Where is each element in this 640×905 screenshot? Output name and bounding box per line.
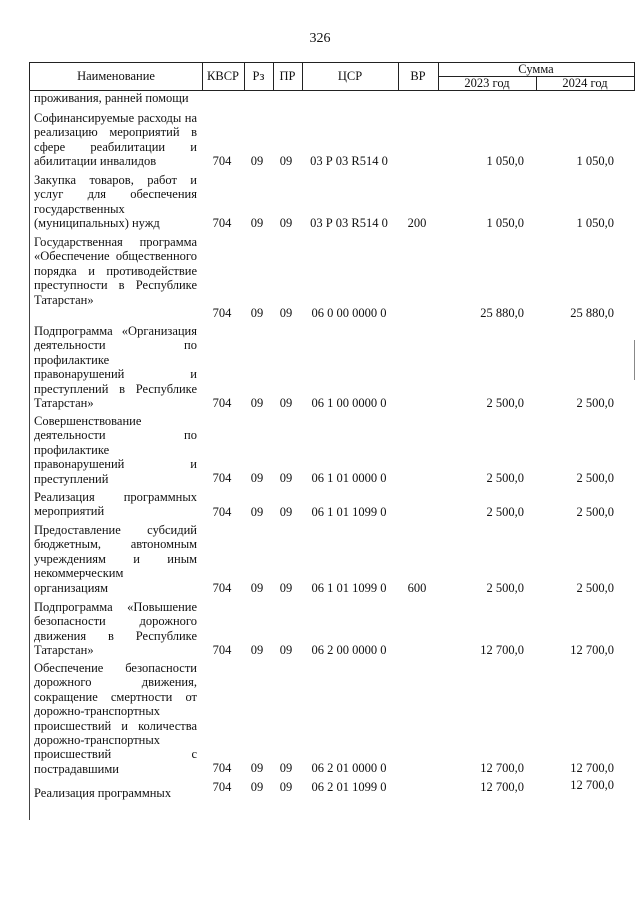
row-kvsr: 704	[212, 761, 232, 775]
header-csr: ЦСР	[337, 69, 363, 83]
row-kvsr: 704	[212, 505, 232, 519]
row-pr: 09	[279, 154, 293, 168]
row-sum-2024: 2 500,0	[576, 581, 614, 595]
table-row	[0, 91, 640, 105]
row-sum-2024: 2 500,0	[576, 396, 614, 410]
row-kvsr: 704	[212, 780, 232, 794]
row-sum-2024: 1 050,0	[576, 154, 614, 168]
row-kvsr: 704	[212, 643, 232, 657]
header-year-2024: 2024 год	[562, 75, 608, 90]
row-rz: 09	[250, 154, 264, 168]
row-name: Подпрограмма «Повышение безопасности дорожного движения в Республике Татарстан»	[34, 600, 197, 658]
header-kvsr: КВСР	[207, 69, 239, 83]
row-csr: 06 1 01 0000 0	[311, 471, 387, 485]
row-rz: 09	[250, 643, 264, 657]
row-rz: 09	[250, 306, 264, 320]
row-pr: 09	[279, 306, 293, 320]
row-name: Обеспечение безопасности дорожного движения, сокращение смертности от дорожно-транспортных происшествий и количества дорожно-транспортных происшествий с пострадавшими	[34, 661, 197, 776]
row-sum-2024: 1 050,0	[576, 216, 614, 230]
table-row	[0, 600, 640, 657]
table-header	[29, 62, 635, 91]
header-vr: ВР	[410, 69, 426, 83]
row-pr: 09	[279, 643, 293, 657]
row-csr: 06 1 01 1099 0	[311, 505, 387, 519]
header-year-2023: 2023 год	[464, 75, 510, 90]
row-rz: 09	[250, 581, 264, 595]
row-name: Закупка товаров, работ и услуг для обеспечения государственных (муниципальных) нужд	[34, 173, 197, 231]
row-sum-2023: 12 700,0	[480, 761, 524, 775]
header-sum: Сумма	[518, 62, 554, 76]
row-sum-2024: 12 700,0	[570, 643, 614, 657]
row-sum-2023: 1 050,0	[486, 154, 524, 168]
row-sum-2023: 25 880,0	[480, 306, 524, 320]
row-sum-2023: 1 050,0	[486, 216, 524, 230]
row-rz: 09	[250, 505, 264, 519]
row-pr: 09	[279, 780, 293, 794]
header-name: Наименование	[77, 69, 155, 83]
row-sum-2023: 2 500,0	[486, 471, 524, 485]
row-rz: 09	[250, 761, 264, 775]
row-pr: 09	[279, 581, 293, 595]
row-rz: 09	[250, 471, 264, 485]
row-sum-2023: 2 500,0	[486, 396, 524, 410]
row-rz: 09	[250, 396, 264, 410]
row-sum-2024: 2 500,0	[576, 505, 614, 519]
page-number: 326	[309, 31, 331, 46]
row-csr: 06 2 00 0000 0	[311, 643, 387, 657]
row-name: Софинансируемые расходы на реализацию мероприятий в сфере реабилитации и абилитации инвалидов	[34, 111, 197, 169]
row-sum-2024: 25 880,0	[570, 306, 614, 320]
table-row	[0, 414, 640, 485]
table-row	[0, 235, 640, 320]
row-kvsr: 704	[212, 396, 232, 410]
row-pr: 09	[279, 505, 293, 519]
row-name: Государственная программа «Обеспечение общественного порядка и противодействие преступности в Республике Татарстан»	[34, 235, 197, 307]
table-row	[0, 173, 640, 230]
row-sum-2024: 12 700,0	[570, 778, 614, 792]
row-csr: 03 Р 03 R514 0	[310, 216, 388, 230]
row-pr: 09	[279, 396, 293, 410]
row-csr: 03 Р 03 R514 0	[310, 154, 388, 168]
header-rz: Рз	[252, 69, 265, 83]
row-rz: 09	[250, 216, 264, 230]
row-vr: 200	[407, 216, 427, 230]
row-sum-2024: 12 700,0	[570, 761, 614, 775]
row-csr: 06 2 01 1099 0	[311, 780, 387, 794]
table-row	[0, 490, 640, 519]
table-row	[0, 661, 640, 775]
row-name: Подпрограмма «Организация деятельности по профилактике правонарушений и преступлений в Республике Татарстан»	[34, 324, 197, 411]
row-name: Реализация программных мероприятий	[34, 490, 197, 519]
row-kvsr: 704	[212, 306, 232, 320]
row-csr: 06 0 00 0000 0	[311, 306, 387, 320]
row-pr: 09	[279, 761, 293, 775]
row-kvsr: 704	[212, 581, 232, 595]
row-vr: 600	[407, 581, 427, 595]
row-sum-2023: 12 700,0	[480, 780, 524, 794]
row-kvsr: 704	[212, 216, 232, 230]
table-row	[0, 523, 640, 595]
row-csr: 06 1 01 1099 0	[311, 581, 387, 595]
header-pr: ПР	[279, 69, 296, 83]
row-name: Совершенствование деятельности по профилактике правонарушений и преступлений	[34, 414, 197, 486]
row-csr: 06 2 01 0000 0	[311, 761, 387, 775]
row-pr: 09	[279, 216, 293, 230]
row-csr: 06 1 00 0000 0	[311, 396, 387, 410]
row-kvsr: 704	[212, 471, 232, 485]
table-row	[0, 324, 640, 410]
table-row	[0, 778, 640, 800]
row-rz: 09	[250, 780, 264, 794]
row-name: проживания, ранней помощи	[34, 91, 189, 105]
table-row	[0, 111, 640, 168]
row-name: Реализация программных	[34, 786, 172, 800]
row-sum-2023: 2 500,0	[486, 505, 524, 519]
row-sum-2023: 12 700,0	[480, 643, 524, 657]
row-pr: 09	[279, 471, 293, 485]
row-sum-2024: 2 500,0	[576, 471, 614, 485]
row-sum-2023: 2 500,0	[486, 581, 524, 595]
row-kvsr: 704	[212, 154, 232, 168]
row-name: Предоставление субсидий бюджетным, автономным учреждениям и иным некоммерческим организациям	[34, 523, 197, 595]
